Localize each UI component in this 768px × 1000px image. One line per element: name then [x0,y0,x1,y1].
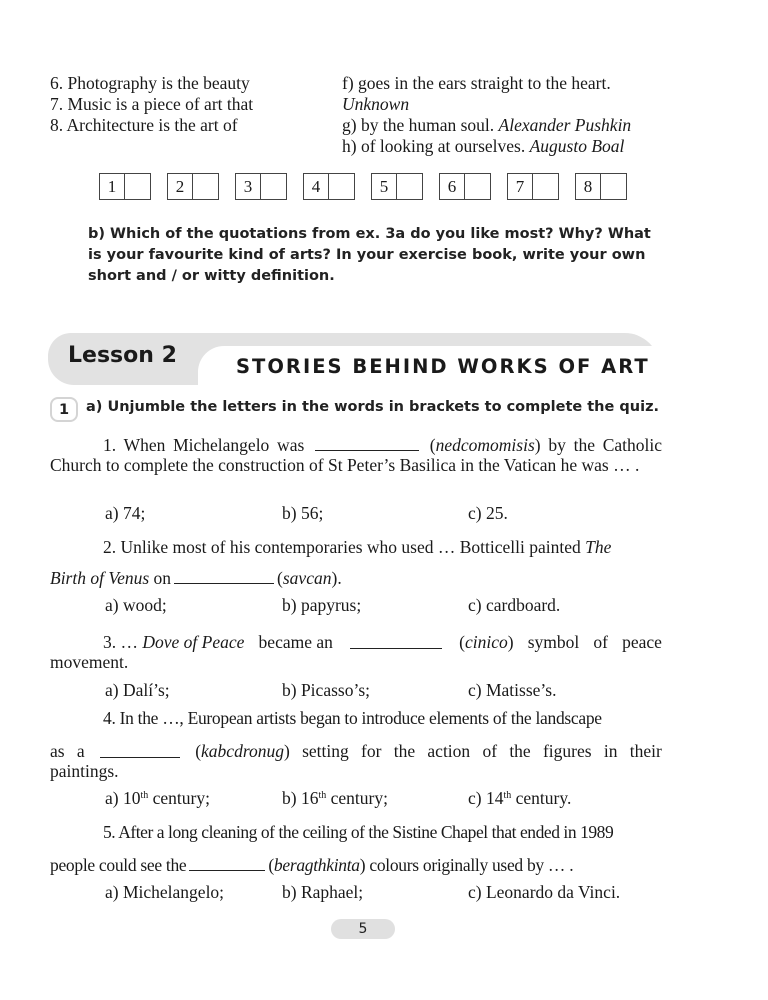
answer-blank[interactable] [350,634,442,649]
option-a[interactable]: a) Dalí’s; [105,680,170,700]
option-c[interactable]: c) Leonardo da Vinci. [468,882,621,902]
matching-item-7: 7. Music is a piece of art that [50,94,254,114]
option-b[interactable]: b) papyrus; [282,595,362,615]
answer-blank[interactable] [315,436,419,451]
quiz-options-5 [105,882,620,903]
option-b[interactable]: b) 56; [282,503,324,523]
answer-pair-8 [575,173,627,200]
answer-blank[interactable] [174,569,274,584]
answer-pair-5 [371,173,423,200]
answer-number-cell: 3 [235,173,261,200]
option-a[interactable]: a) 10th century; [105,788,210,808]
option-a[interactable]: a) wood; [105,595,167,615]
answer-number-cell: 2 [167,173,193,200]
option-b[interactable]: b) Picasso’s; [282,680,370,700]
task-b-instruction: b) Which of the quotations from ex. 3a do you like most? Why? What is your favourite kind of arts? In your exercise book, write your own short and / or witty definition. [88,226,651,284]
matching-ending-h: h) of looking at ourselves. Augusto Boal [342,136,625,156]
answer-pair-2 [167,173,219,200]
lesson-banner [48,333,660,385]
answer-input-cell[interactable] [329,173,355,200]
answer-input-cell[interactable] [533,173,559,200]
answer-input-cell[interactable] [261,173,287,200]
quiz-question-2: 2. Unlike most of his contemporaries who used … Botticelli painted The Birth of Venus on (savcan). [50,537,612,588]
answer-number-cell: 6 [439,173,465,200]
quiz-question-5: 5. After a long cleaning of the ceiling of the Sistine Chapel that ended in 1989 people could see the (beragthkinta) colours originally used by … . [50,822,614,875]
matching-ending-g: g) by the human soul. Alexander Pushkin [342,115,632,135]
option-a[interactable]: a) Michelangelo; [105,882,225,902]
quiz-options-4 [105,788,571,809]
answer-number-cell: 5 [371,173,397,200]
matching-author-unknown: Unknown [342,94,410,114]
option-b[interactable]: b) 16th century; [282,788,388,808]
answer-blank[interactable] [189,856,265,871]
page-number: 5 [331,919,395,939]
answer-input-cell[interactable] [125,173,151,200]
answer-pair-4 [303,173,355,200]
quiz-options-1 [105,503,508,524]
exercise-number-badge: 1 [50,397,78,422]
lesson-title: STORIES BEHIND WORKS OF ART [236,355,650,378]
answer-number-cell: 4 [303,173,329,200]
answer-number-cell: 8 [575,173,601,200]
answer-input-cell[interactable] [601,173,627,200]
answer-number-cell: 1 [99,173,125,200]
matching-right-column [342,73,631,157]
option-b[interactable]: b) Raphael; [282,882,364,902]
exercise-instruction: a) Unjumble the letters in the words in brackets to complete the quiz. [86,399,660,415]
answer-pair-6 [439,173,491,200]
option-a[interactable]: a) 74; [105,503,146,523]
answer-input-cell[interactable] [193,173,219,200]
quiz-options-3 [105,680,556,701]
option-c[interactable]: c) 14th century. [468,788,572,808]
option-c[interactable]: c) Matisse’s. [468,680,557,700]
matching-ending-f: f) goes in the ears straight to the heart. [342,73,611,93]
quiz-question-1: 1. When Michelangelo was (nedcomomisis) by the Catholic Church to complete the construction of St Peter’s Basilica in the Vatican he was … . [50,435,663,475]
answer-pair-7 [507,173,559,200]
answer-pair-1 [99,173,151,200]
answer-number-cell: 7 [507,173,533,200]
answer-pair-3 [235,173,287,200]
answer-input-cell[interactable] [465,173,491,200]
matching-item-8: 8. Architecture is the art of [50,115,238,135]
lesson-label: Lesson 2 [68,343,177,368]
answer-blank[interactable] [100,743,180,758]
quiz-question-3: 3. … Dove of Peace became an (cinico) symbol of peace movement. [50,632,662,672]
matching-item-6: 6. Photography is the beauty [50,73,250,93]
quiz-options-2 [105,595,560,616]
answer-input-cell[interactable] [397,173,423,200]
answer-grid [99,173,627,200]
option-c[interactable]: c) 25. [468,503,508,523]
quiz-question-4: 4. In the …, European artists began to introduce elements of the landscape as a (kabcdronug) setting for the action of the figures in their paintings. [50,708,662,781]
option-c[interactable]: c) cardboard. [468,595,561,615]
matching-left-column [50,73,253,136]
